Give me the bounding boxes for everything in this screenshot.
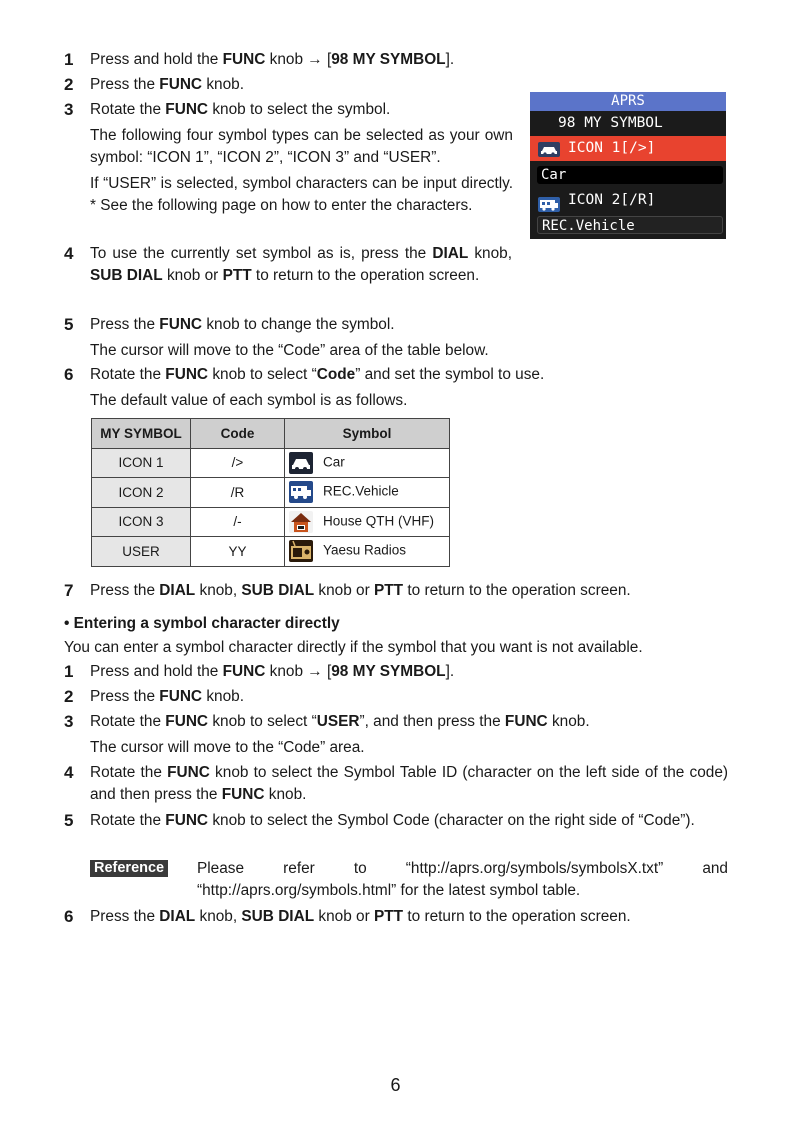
step-3 [64,99,390,121]
rv-icon [538,193,558,207]
step-number: 2 [64,687,74,706]
page-number: 6 [390,1075,401,1095]
direct-step-4 [64,762,728,806]
my-symbol-cell: ICON 1 [92,448,191,478]
step-3-note-1: The following four symbol types can be selected as your own symbol: “ICON 1”, “ICON 2”, “ICON 3” and “USER”. [90,127,513,166]
table-row [92,448,450,478]
table-row [92,478,450,508]
column-header: Code [191,419,285,449]
step-text: Press the FUNC knob. [90,76,244,93]
symbol-cell [285,478,450,508]
step-number: 4 [64,244,74,263]
step-3-note-2: If “USER” is selected, symbol characters can be input directly. * See the following page on how to enter the characters. [90,175,513,214]
radio-icon [289,540,313,562]
symbol-name: House QTH (VHF) [323,513,435,529]
car-icon [289,452,313,474]
symbol-cell [285,507,450,537]
section-heading: • Entering a symbol character directly [64,615,340,632]
step-text: Press the FUNC knob. [90,688,244,705]
rv-icon [289,481,313,503]
code-cell: /> [191,448,285,478]
step-6-note: The default value of each symbol is as follows. [90,392,408,409]
lcd-item-name: Car [537,166,723,184]
step-text: Press the FUNC knob to change the symbol. [90,316,395,333]
step-text: Rotate the FUNC knob to select the Symbol Table ID (character on the left side of the code) and then press the FUNC knob. [90,764,729,803]
lcd-item-name: REC.Vehicle [537,216,723,234]
step-number: 2 [64,75,74,94]
step-6 [64,364,544,386]
step-number: 5 [64,811,74,830]
step-number: 6 [64,365,74,384]
step-text: Rotate the FUNC knob to select “USER”, and then press the FUNC knob. [90,713,590,730]
direct-step-6 [64,906,631,928]
step-number: 3 [64,712,74,731]
step-number: 7 [64,581,74,600]
lcd-header: APRS [530,92,726,111]
table-row [92,507,450,537]
step-4 [64,243,512,287]
symbol-name: Yaesu Radios [323,542,407,558]
step-text: Press the DIAL knob, SUB DIAL knob or PTT to return to the operation screen. [90,908,631,925]
column-header: Symbol [285,419,450,449]
column-header: MY SYMBOL [92,419,191,449]
symbol-cell [285,448,450,478]
symbol-table [91,418,450,567]
step-number: 1 [64,50,74,69]
direct-step-3-note: The cursor will move to the “Code” area. [90,739,365,756]
code-cell: YY [191,537,285,567]
table-header-row [92,419,450,449]
step-number: 5 [64,315,74,334]
step-5 [64,314,395,336]
step-number: 3 [64,100,74,119]
direct-step-5 [64,810,728,832]
step-text: Press the DIAL knob, SUB DIAL knob or PTT to return to the operation screen. [90,582,631,599]
step-1 [64,49,454,71]
code-cell: /R [191,478,285,508]
step-5-note: The cursor will move to the “Code” area of the table below. [90,342,489,359]
reference-text: Please refer to “http://aprs.org/symbols/symbolsX.txt” and “http://aprs.org/symbols.html” for the latest symbol table. [197,860,728,899]
direct-step-1 [64,661,454,683]
symbol-name: Car [323,454,345,470]
step-text: Rotate the FUNC knob to select the symbol. [90,101,391,118]
step-number: 4 [64,763,74,782]
step-text: Press and hold the FUNC knob → [98 MY SYMBOL]. [90,51,455,68]
car-icon [538,141,558,155]
my-symbol-cell: USER [92,537,191,567]
step-text: Rotate the FUNC knob to select the Symbol Code (character on the right side of “Code”). [90,812,695,829]
my-symbol-cell: ICON 2 [92,478,191,508]
lcd-item-label: ICON 1[/>] [568,140,656,156]
step-text: To use the currently set symbol as is, press the DIAL knob, SUB DIAL knob or PTT to return to the operation screen. [90,245,512,284]
step-text: Press and hold the FUNC knob → [98 MY SYMBOL]. [90,663,455,680]
step-number: 1 [64,662,74,681]
lcd-selected-item [530,136,726,161]
lcd-item-2 [530,185,726,215]
direct-step-3 [64,711,590,733]
step-number: 6 [64,907,74,926]
reference-label: Reference [90,860,168,877]
step-7 [64,580,631,602]
step-2 [64,74,244,96]
code-cell: /- [191,507,285,537]
symbol-name: REC.Vehicle [323,483,399,499]
step-text: Rotate the FUNC knob to select “Code” and set the symbol to use. [90,366,545,383]
table-row [92,537,450,567]
my-symbol-cell: ICON 3 [92,507,191,537]
house-icon [289,511,313,533]
lcd-item-label: ICON 2[/R] [568,192,656,208]
symbol-cell [285,537,450,567]
lcd-title: 98 MY SYMBOL [558,115,663,131]
section-intro: You can enter a symbol character directly if the symbol that you want is not available. [64,639,643,656]
lcd-screen [530,92,726,239]
reference-note [90,858,728,902]
direct-step-2 [64,686,244,708]
